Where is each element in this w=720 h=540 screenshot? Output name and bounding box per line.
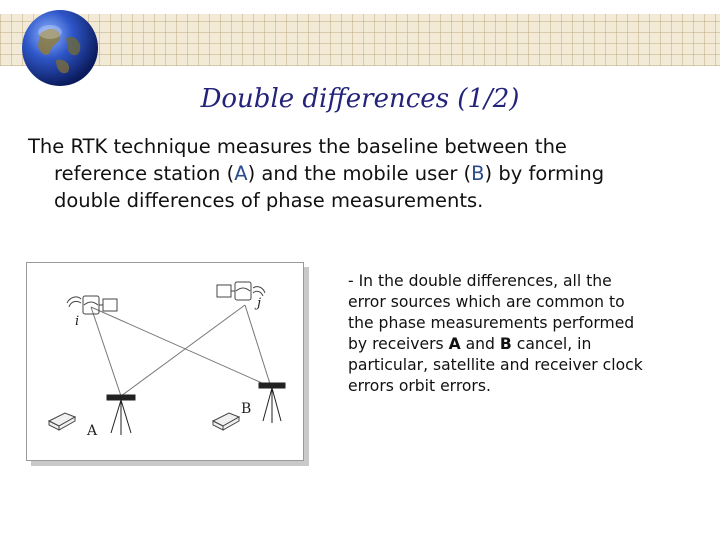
note-line: particular, satellite and receiver clock	[348, 356, 643, 374]
station-b-label: B	[241, 401, 252, 417]
note-line: error sources which are common to	[348, 293, 625, 311]
receiver-b-ref: B	[499, 335, 512, 353]
receiver-a-ref: A	[448, 335, 461, 353]
note-line: - In the double differences, all the	[348, 272, 612, 290]
rtk-diagram	[26, 262, 304, 461]
intro-paragraph	[28, 133, 708, 214]
note-paragraph	[348, 271, 698, 397]
station-a-receiver-icon	[49, 413, 75, 430]
station-a-ref: A	[234, 162, 248, 185]
satellite-i-label: i	[75, 314, 80, 329]
station-a-label: A	[87, 423, 98, 439]
note-line: errors orbit errors.	[348, 377, 491, 395]
intro-line: double differences of phase measurements.	[54, 189, 484, 212]
station-a-antenna-icon	[107, 395, 135, 435]
intro-line: The RTK technique measures the baseline between the	[28, 135, 567, 158]
satellite-j-label: j	[257, 296, 262, 311]
slide-title: Double differences (1/2)	[200, 84, 520, 114]
station-b-antenna-icon	[259, 383, 285, 423]
intro-line: reference station (A) and the mobile user (B) by forming	[54, 162, 605, 185]
station-b-ref: B	[471, 162, 485, 185]
note-line: by receivers A and B cancel, in	[348, 335, 592, 353]
note-line: the phase measurements performed	[348, 314, 635, 332]
header-banner	[0, 14, 720, 66]
globe-icon	[20, 8, 100, 88]
station-b-receiver-icon	[213, 413, 239, 430]
